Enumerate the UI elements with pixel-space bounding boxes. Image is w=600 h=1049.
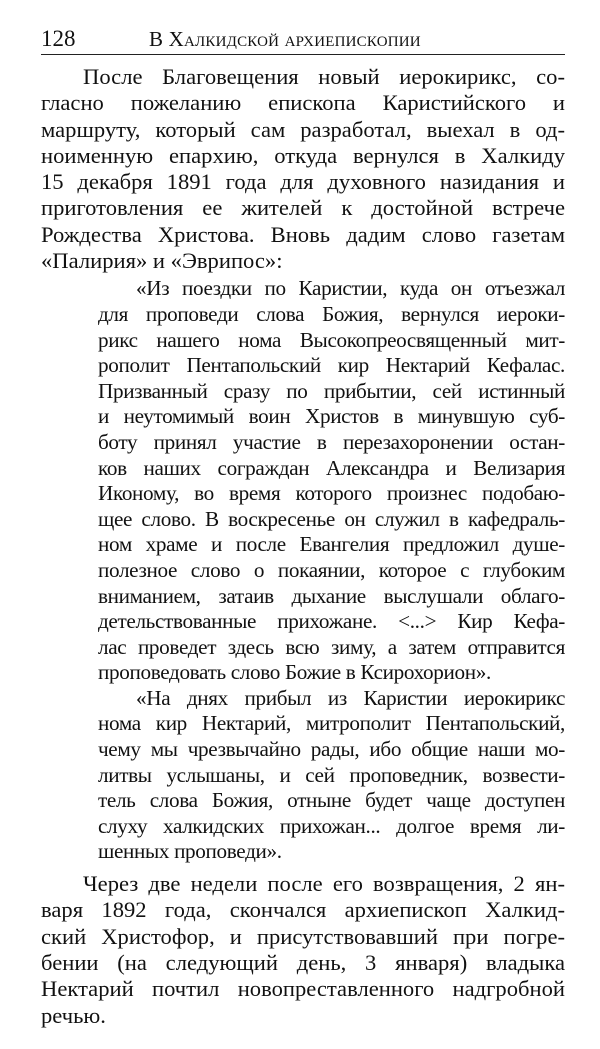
text-line: ков наших сограждан Александра и Велизария: [98, 455, 565, 480]
text-line: литвы услышаны, и сей проповедник, возвести-: [98, 762, 565, 787]
text-line: ном храме и после Евангелия предложил душе-: [98, 532, 565, 557]
quote-paliria: [98, 276, 565, 686]
text-line: рополит Пентапольский кир Нектарий Кефалас.: [98, 353, 565, 378]
text-line: лас проведет здесь всю зиму, а затем отправится: [98, 634, 565, 659]
text-line: вниманием, затаив дыхание выслушали облаго-: [98, 583, 565, 608]
quote-evripos: [98, 686, 565, 865]
text-line: приготовления ее жителей к достойной встрече: [41, 195, 565, 221]
text-line: чему мы чрезвычайно рады, ибо общие наши мо-: [98, 737, 565, 762]
text-line: рикс нашего нома Высокопреосвященный мит-: [98, 327, 565, 352]
text-line: маршруту, который сам разработал, выехал в од-: [41, 116, 565, 142]
paragraph-intro: [41, 64, 565, 274]
paragraph-christophoros: [41, 871, 565, 1029]
text-line: Призванный сразу по прибытии, сей истинный: [98, 378, 565, 403]
text-line: детельствованные прихожане. <...> Кир Кефа-: [98, 609, 565, 634]
text-line: ноименную епархию, откуда вернулся в Халкиду: [41, 142, 565, 168]
text-line: слуху халкидских прихожан... долгое время ли-: [98, 813, 565, 838]
text-line: шенных проповеди».: [98, 839, 282, 864]
text-line: Через две недели после его возвращения, 2 ян-: [83, 871, 565, 897]
text-line: бении (на следующий день, 3 января) владыка: [41, 949, 565, 975]
page-body: [41, 64, 565, 1029]
text-line: проповедовать слово Божие в Ксирохорион».: [98, 660, 491, 685]
text-line: «Палирия» и «Эврипос»:: [41, 248, 283, 274]
text-line: для проповеди слова Божия, вернулся иероки-: [98, 301, 565, 326]
text-line: «На днях прибыл из Каристии иерокирикс: [136, 685, 565, 710]
text-line: Рождества Христова. Вновь дадим слово газетам: [41, 221, 565, 247]
text-line: тель слова Божия, отныне будет чаще доступен: [98, 788, 565, 813]
text-line: После Благовещения новый иерокирикс, со-: [83, 64, 565, 89]
text-line: ский Христофор, и присутствовавший при погре-: [41, 923, 565, 949]
text-line: нома кир Нектарий, митрополит Пентапольский,: [98, 711, 565, 736]
text-line: щее слово. В воскресенье он служил в кафедраль-: [98, 506, 565, 531]
running-title: В Халкидской архиепископии: [149, 27, 421, 51]
text-line: варя 1892 года, скончался архиепископ Халкид-: [41, 897, 565, 923]
running-header: [41, 22, 565, 55]
page-number: 128: [41, 26, 76, 51]
text-line: гласно пожеланию епископа Каристийского и: [41, 90, 565, 116]
text-line: полезное слово о покаянии, которое с глубоким: [98, 557, 565, 582]
text-line: Иконому, во время которого произнес подобаю-: [98, 481, 565, 506]
text-line: Нектарий почтил новопреставленного надгробной: [41, 976, 565, 1002]
text-line: 15 декабря 1891 года для духовного назидания и: [41, 169, 565, 195]
text-line: и неутомимый воин Христов в минувшую суб-: [98, 404, 565, 429]
text-line: «Из поездки по Каристии, куда он отъезжал: [136, 276, 565, 301]
text-line: речью.: [41, 1002, 106, 1028]
text-line: боту принял участие в перезахоронении остан-: [98, 429, 565, 454]
